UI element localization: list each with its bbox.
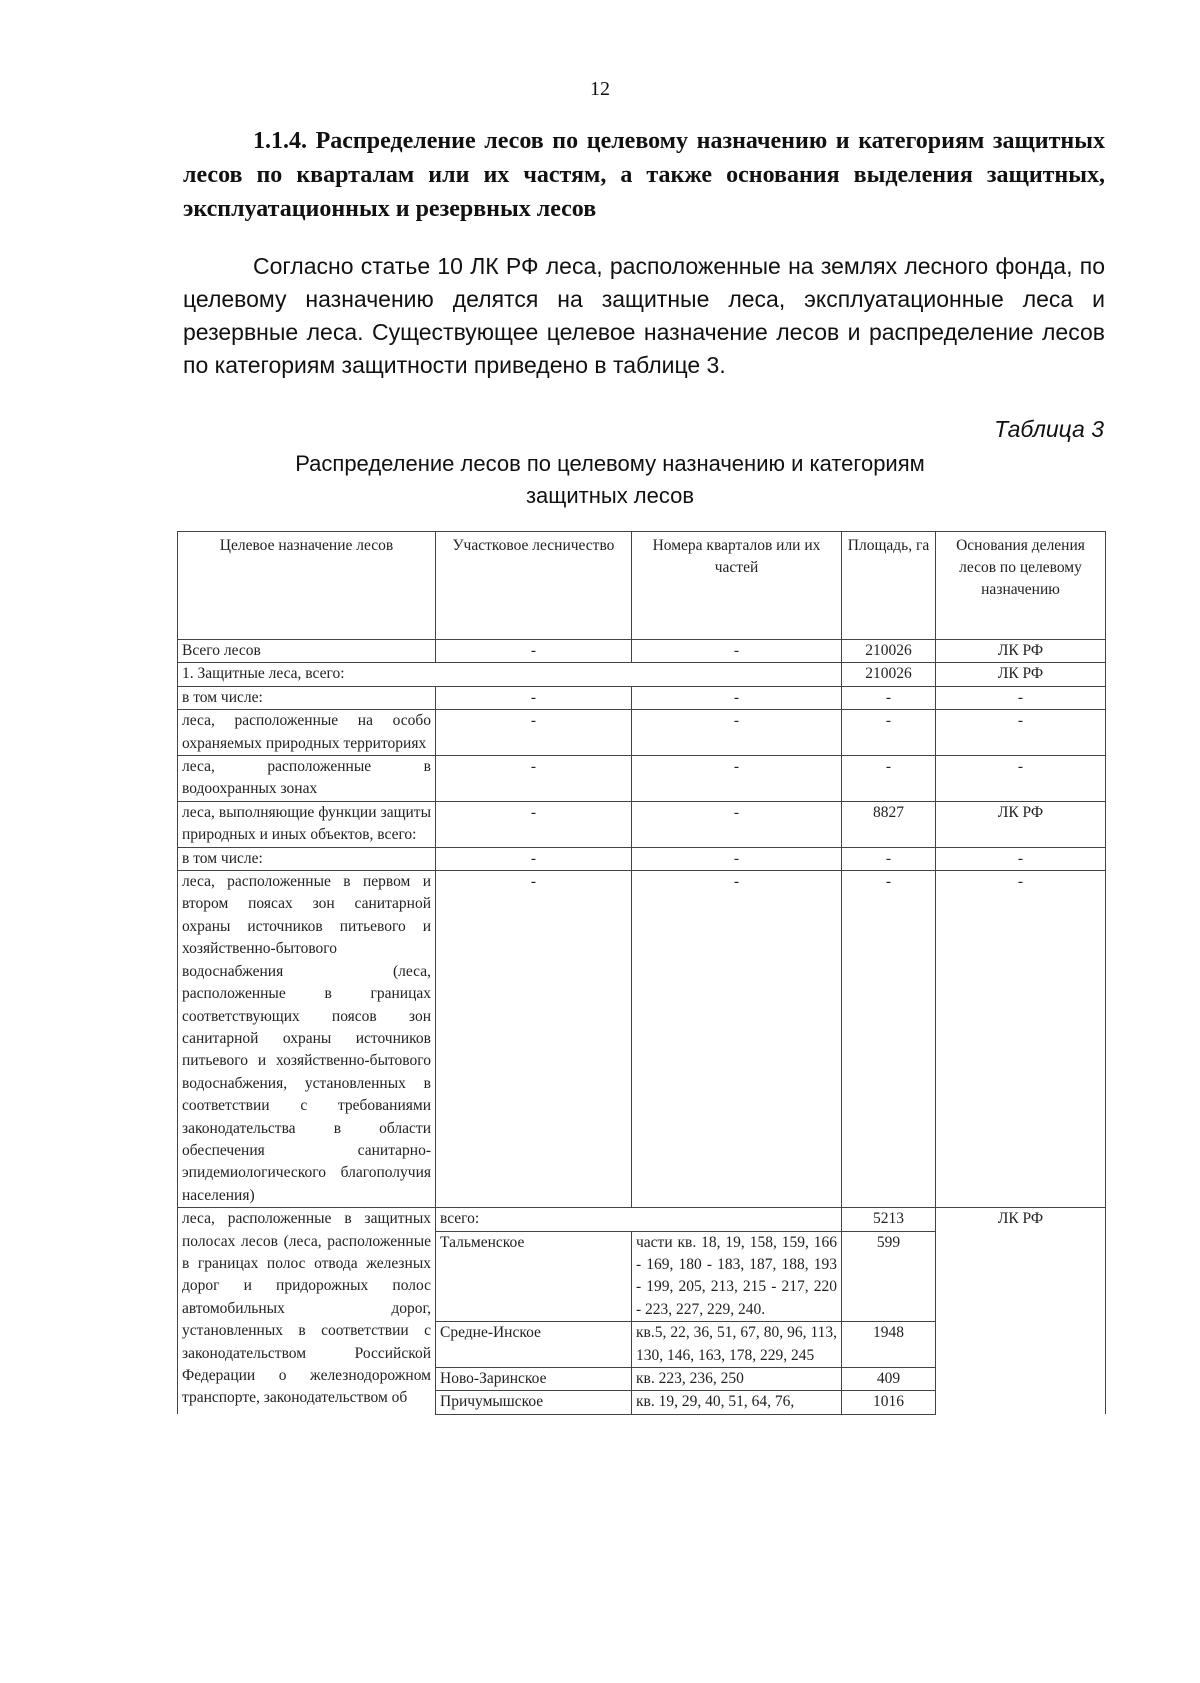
row-forestry: - bbox=[436, 640, 632, 663]
row-basis: ЛК РФ bbox=[936, 640, 1106, 663]
row-label: Всего лесов bbox=[178, 640, 436, 663]
group-label: леса, расположенные в защитных полосах лесов (леса, расположенные в границах полос отвода железных дорог и придорожных полос автомобильных дорог, установленных в соответствии с законодательством Российской Федерации о железнодорожном транспорте, законодательством об bbox=[178, 1208, 436, 1415]
row-quarters: кв. 19, 29, 40, 51, 64, 76, bbox=[632, 1391, 842, 1414]
body-paragraph bbox=[183, 250, 1105, 382]
row-area: 1948 bbox=[842, 1322, 936, 1368]
header-area: Площадь, га bbox=[842, 532, 936, 640]
row-label: в том числе: bbox=[178, 847, 436, 870]
group-basis: ЛК РФ bbox=[936, 1208, 1106, 1415]
row-quarters: - bbox=[632, 756, 842, 802]
forest-distribution-table bbox=[177, 531, 1106, 1415]
row-basis: - bbox=[936, 871, 1106, 1208]
section-heading bbox=[183, 124, 1105, 226]
table-caption: Таблица 3 bbox=[994, 416, 1104, 442]
row-area: 1016 bbox=[842, 1391, 936, 1414]
row-area: - bbox=[842, 756, 936, 802]
row-quarters: - bbox=[632, 871, 842, 1208]
table-row bbox=[178, 871, 1106, 1208]
row-label: леса, расположенные на особо охраняемых природных территориях bbox=[178, 710, 436, 756]
row-area: - bbox=[842, 686, 936, 709]
row-label: леса, расположенные в водоохранных зонах bbox=[178, 756, 436, 802]
row-area: 8827 bbox=[842, 801, 936, 847]
table-row bbox=[178, 686, 1106, 709]
table-title: Распределение лесов по целевому назначению и категориям защитных лесов bbox=[295, 451, 925, 508]
row-area: 409 bbox=[842, 1368, 936, 1391]
section-heading-text: 1.1.4. Распределение лесов по целевому назначению и категориям защитных лесов по кварталам или их частям, а также основания выделения защитных, эксплуатационных и резервных лесов bbox=[183, 128, 1105, 222]
row-forestry: - bbox=[436, 871, 632, 1208]
row-quarters: - bbox=[632, 847, 842, 870]
row-forestry: Причумышское bbox=[436, 1391, 632, 1414]
table-row bbox=[178, 847, 1106, 870]
table-row bbox=[178, 801, 1106, 847]
row-basis: ЛК РФ bbox=[936, 663, 1106, 686]
row-area: - bbox=[842, 847, 936, 870]
row-quarters: - bbox=[632, 710, 842, 756]
page-number: 12 bbox=[590, 78, 610, 100]
row-forestry: - bbox=[436, 710, 632, 756]
row-quarters: - bbox=[632, 640, 842, 663]
row-forestry: - bbox=[436, 756, 632, 802]
row-forestry: Тальменское bbox=[436, 1231, 632, 1322]
row-area: 599 bbox=[842, 1231, 936, 1322]
table-row bbox=[178, 663, 1106, 686]
row-basis: - bbox=[936, 710, 1106, 756]
row-area: 210026 bbox=[842, 663, 936, 686]
row-basis: ЛК РФ bbox=[936, 801, 1106, 847]
row-label: в том числе: bbox=[178, 686, 436, 709]
row-forestry: - bbox=[436, 847, 632, 870]
row-quarters: части кв. 18, 19, 158, 159, 166 - 169, 180 - 183, 187, 188, 193 - 199, 205, 213, 215 - 217, 220 - 223, 227, 229, 240. bbox=[632, 1231, 842, 1322]
row-basis: - bbox=[936, 686, 1106, 709]
header-quarters: Номера кварталов или их частей bbox=[632, 532, 842, 640]
row-quarters: кв.5, 22, 36, 51, 67, 80, 96, 113, 130, 146, 163, 178, 229, 245 bbox=[632, 1322, 842, 1368]
row-quarters: - bbox=[632, 686, 842, 709]
table-row bbox=[178, 756, 1106, 802]
row-forestry: - bbox=[436, 686, 632, 709]
table-row bbox=[178, 640, 1106, 663]
row-quarters: - bbox=[632, 801, 842, 847]
row-area: - bbox=[842, 710, 936, 756]
table-row bbox=[178, 1208, 1106, 1231]
row-forestry: Ново-Заринское bbox=[436, 1368, 632, 1391]
row-label: 1. Защитные леса, всего: bbox=[178, 663, 842, 686]
table-row bbox=[178, 710, 1106, 756]
row-basis: - bbox=[936, 756, 1106, 802]
header-basis: Основания деления лесов по целевому назначению bbox=[936, 532, 1106, 640]
group-total-area: 5213 bbox=[842, 1208, 936, 1231]
row-area: - bbox=[842, 871, 936, 1208]
row-area: 210026 bbox=[842, 640, 936, 663]
group-total-label: всего: bbox=[436, 1208, 842, 1231]
row-label: леса, расположенные в первом и втором поясах зон санитарной охраны источников питьевого и хозяйственно-бытового водоснабжения (леса, расположенные в границах соответствующих поясов зон санитарной охраны источников питьевого и хозяйственно-бытового водоснабжения, установленных в соответствии с требованиями законодательства в области обеспечения санитарно-эпидемиологического благополучия населения) bbox=[178, 871, 436, 1208]
body-paragraph-text: Согласно статье 10 ЛК РФ леса, расположенные на землях лесного фонда, по целевому назначению делятся на защитные леса, эксплуатационные леса и резервные леса. Существующее целевое назначение лесов и распределение лесов по категориям защитности приведено в таблице 3. bbox=[183, 253, 1105, 378]
header-forestry: Участковое лесничество bbox=[436, 532, 632, 640]
row-quarters: кв. 223, 236, 250 bbox=[632, 1368, 842, 1391]
row-basis: - bbox=[936, 847, 1106, 870]
row-forestry: Средне-Инское bbox=[436, 1322, 632, 1368]
header-purpose: Целевое назначение лесов bbox=[178, 532, 436, 640]
row-label: леса, выполняющие функции защиты природных и иных объектов, всего: bbox=[178, 801, 436, 847]
table-header-row bbox=[178, 532, 1106, 640]
row-forestry: - bbox=[436, 801, 632, 847]
